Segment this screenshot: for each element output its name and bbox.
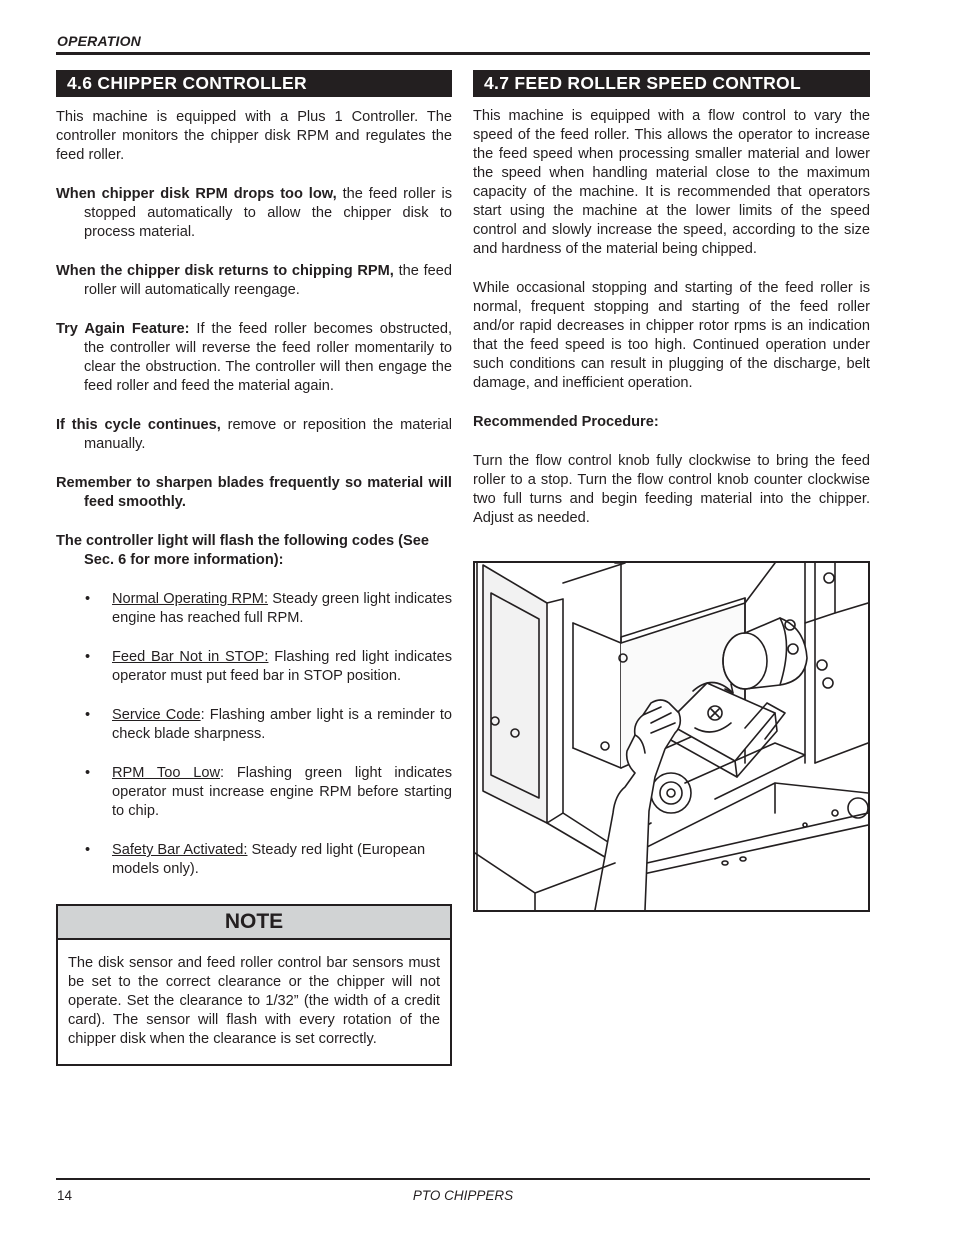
try-again-paragraph — [56, 320, 452, 396]
controller-codes-paragraph — [56, 532, 452, 570]
footer-title: PTO CHIPPERS — [412, 1188, 514, 1203]
feed-roller-speed-title: 4.7 FEED ROLLER SPEED CONTROL — [473, 70, 870, 97]
rpm-low-paragraph — [56, 185, 452, 242]
code-label: Safety Bar Activated: — [112, 842, 248, 858]
cycle-continues-paragraph — [56, 416, 452, 454]
list-item — [56, 648, 452, 686]
bullet-glyph: • — [85, 842, 91, 858]
note-body — [58, 940, 450, 1049]
list-item — [56, 764, 452, 821]
code-text: : Flashing amber light is a reminder to check blade sharpness. — [112, 707, 452, 742]
code-text: : Flashing green light indicates operator must increase engine RPM before starting to chip. — [112, 765, 452, 819]
flow-control-paragraph: This machine is equipped with a flow control to vary the speed of the feed roller. This allows the operator to increase the feed speed when processing smaller material and lower the speed when handling material close to the maximum capacity of the machine. It is recommended that operators start using the machine at the lower limits of the speed control and slowly increase the speed, according to the size and hardness of the material being chipped. — [473, 108, 870, 257]
list-item — [56, 706, 452, 744]
procedure-paragraph: Turn the flow control knob fully clockwise to bring the feed roller to a stop. Turn the flow control knob counter clockwise two full turns and begin feeding material into the chipper. Adjust as needed. — [473, 453, 870, 526]
bullet-glyph: • — [85, 649, 91, 665]
sharpen-blades-text: Remember to sharpen blades frequently so material will feed smoothly. — [56, 475, 452, 510]
rpm-return-paragraph — [56, 262, 452, 300]
code-label: Feed Bar Not in STOP: — [112, 649, 269, 665]
note-text: The disk sensor and feed roller control bar sensors must be set to the correct clearance or the chipper will not operate. Set the clearance to 1/32” (the width of a credit card). The sensor will flash with every rotation of the chipper disk when the clearance is set correctly. — [68, 955, 440, 1047]
right-column — [473, 70, 870, 528]
cycle-continues-text: remove or reposition the material manually. — [84, 417, 452, 452]
flow-control-drawing — [475, 563, 868, 910]
chipper-controller-title: 4.6 CHIPPER CONTROLLER — [56, 70, 452, 97]
try-again-text: If the feed roller becomes obstructed, the controller will reverse the feed roller momentarily to clear the obstruction. The controller will then engage the feed roller and feed the material again. — [84, 321, 452, 394]
controller-codes-list — [56, 590, 452, 879]
rpm-low-text: the feed roller is stopped automatically to allow the chipper disk to process material. — [84, 186, 453, 240]
intro-paragraph: This machine is equipped with a Plus 1 Controller. The controller monitors the chipper disk RPM and regulates the feed roller. — [56, 109, 452, 163]
code-text: Steady red light (European models only). — [112, 842, 426, 877]
code-label: Normal Operating RPM: — [112, 591, 269, 607]
rpm-return-lead: When the chipper disk returns to chipping RPM, — [56, 263, 394, 279]
list-item — [56, 841, 452, 879]
flow-control-illustration — [473, 561, 870, 912]
bottom-rule — [56, 1178, 870, 1180]
try-again-lead: Try Again Feature: — [56, 321, 190, 337]
section-header: OPERATION — [57, 33, 141, 49]
code-text: Steady green light indicates engine has reached full RPM. — [112, 591, 452, 626]
rpm-return-text: the feed roller will automatically reengage. — [84, 263, 452, 298]
stopping-starting-paragraph: While occasional stopping and starting of the feed roller is normal, frequent stopping and starting of the feed roller and/or rapid decreases in chipper rotor rpms is an indication that the feed speed is too high. Continued operation under such conditions can result in plugging of the discharge, belt damage, and inefficient operation. — [473, 280, 870, 391]
page-number: 14 — [57, 1188, 73, 1203]
note-box — [56, 904, 452, 1066]
procedure-heading — [473, 413, 870, 432]
bullet-glyph: • — [85, 591, 91, 607]
code-label: RPM Too Low — [112, 765, 221, 781]
sharpen-blades-paragraph — [56, 474, 452, 512]
code-text: Flashing red light indicates operator must put feed bar in STOP position. — [112, 649, 452, 684]
controller-codes-text: The controller light will flash the following codes (See Sec. 6 for more information): — [56, 533, 429, 568]
procedure-heading-text: Recommended Procedure: — [473, 414, 659, 430]
bullet-glyph: • — [85, 707, 91, 723]
code-label: Service Code — [112, 707, 201, 723]
list-item — [56, 590, 452, 628]
note-title: NOTE — [58, 906, 450, 940]
rpm-low-lead: When chipper disk RPM drops too low, — [56, 186, 337, 202]
top-rule — [56, 52, 870, 55]
cycle-continues-lead: If this cycle continues, — [56, 417, 221, 433]
left-column — [56, 70, 452, 879]
bullet-glyph: • — [85, 765, 91, 781]
